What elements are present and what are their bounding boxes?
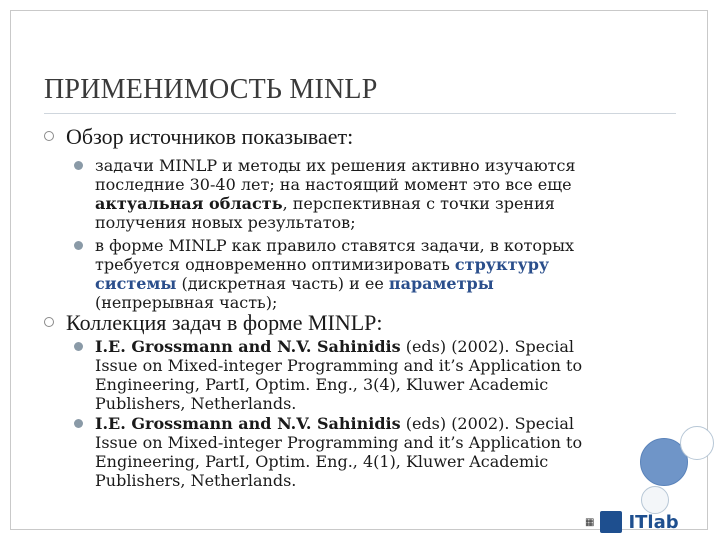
sub-bullet-list-item	[74, 156, 634, 232]
bullet-dot-icon	[74, 419, 83, 428]
decor-circle-edge	[680, 426, 714, 460]
sub-bullet-text	[95, 236, 615, 312]
highlight-term: параметры	[388, 274, 494, 293]
bold-term: актуальная область	[95, 194, 283, 213]
logo-square-icon	[600, 511, 622, 533]
title-divider	[44, 113, 676, 114]
bullet-dot-icon	[74, 241, 83, 250]
text-run: , перспективная с точки зрения получения новых результатов;	[95, 194, 555, 232]
logo-text: ITlab	[628, 511, 679, 533]
sub-bullet-list-item	[74, 236, 634, 312]
bold-term: I.E. Grossmann and N.V. Sahinidis	[95, 337, 401, 356]
text-run: (eds) (2002). Special Issue on Mixed-integer Programming and it’s Application to Engineering, PartI, Optim. Eng., 3(4), Kluwer Academic Publishers, Netherlands.	[95, 337, 583, 413]
slide-title: ПРИМЕНИМОСТЬ MINLP	[44, 74, 378, 105]
text-run: (eds) (2002). Special Issue on Mixed-integer Programming and it’s Application to Engineering, PartI, Optim. Eng., 4(1), Kluwer Academic Publishers, Netherlands.	[95, 414, 583, 490]
bold-term: I.E. Grossmann and N.V. Sahinidis	[95, 414, 401, 433]
bullet-ring-icon	[44, 131, 54, 141]
university-mark-icon: ▦	[585, 516, 595, 528]
bullet-label: Обзор источников показывает:	[66, 124, 354, 149]
reference-text	[95, 337, 615, 413]
reference-item	[74, 337, 634, 413]
bullet-label: Коллекция задач в форме MINLP:	[66, 310, 383, 335]
text-run: (дискретная часть) и ее	[176, 274, 389, 293]
decor-circle-small	[641, 486, 669, 514]
text-run: в форме MINLP как правило ставятся задачи, в которых требуется одновременно оптимизировать	[95, 236, 575, 274]
sub-bullet-text	[95, 156, 615, 232]
bullet-ring-icon	[44, 317, 54, 327]
highlight-term: структуру системы	[95, 255, 550, 293]
bullet-dot-icon	[74, 161, 83, 170]
itlab-logo	[585, 511, 679, 533]
reference-item	[74, 414, 634, 490]
bullet-dot-icon	[74, 342, 83, 351]
text-run: (непрерывная часть);	[95, 293, 278, 312]
text-run: задачи MINLP и методы их решения активно изучаются последние 30-40 лет; на настоящий момент это все еще	[95, 156, 576, 194]
reference-text	[95, 414, 615, 490]
